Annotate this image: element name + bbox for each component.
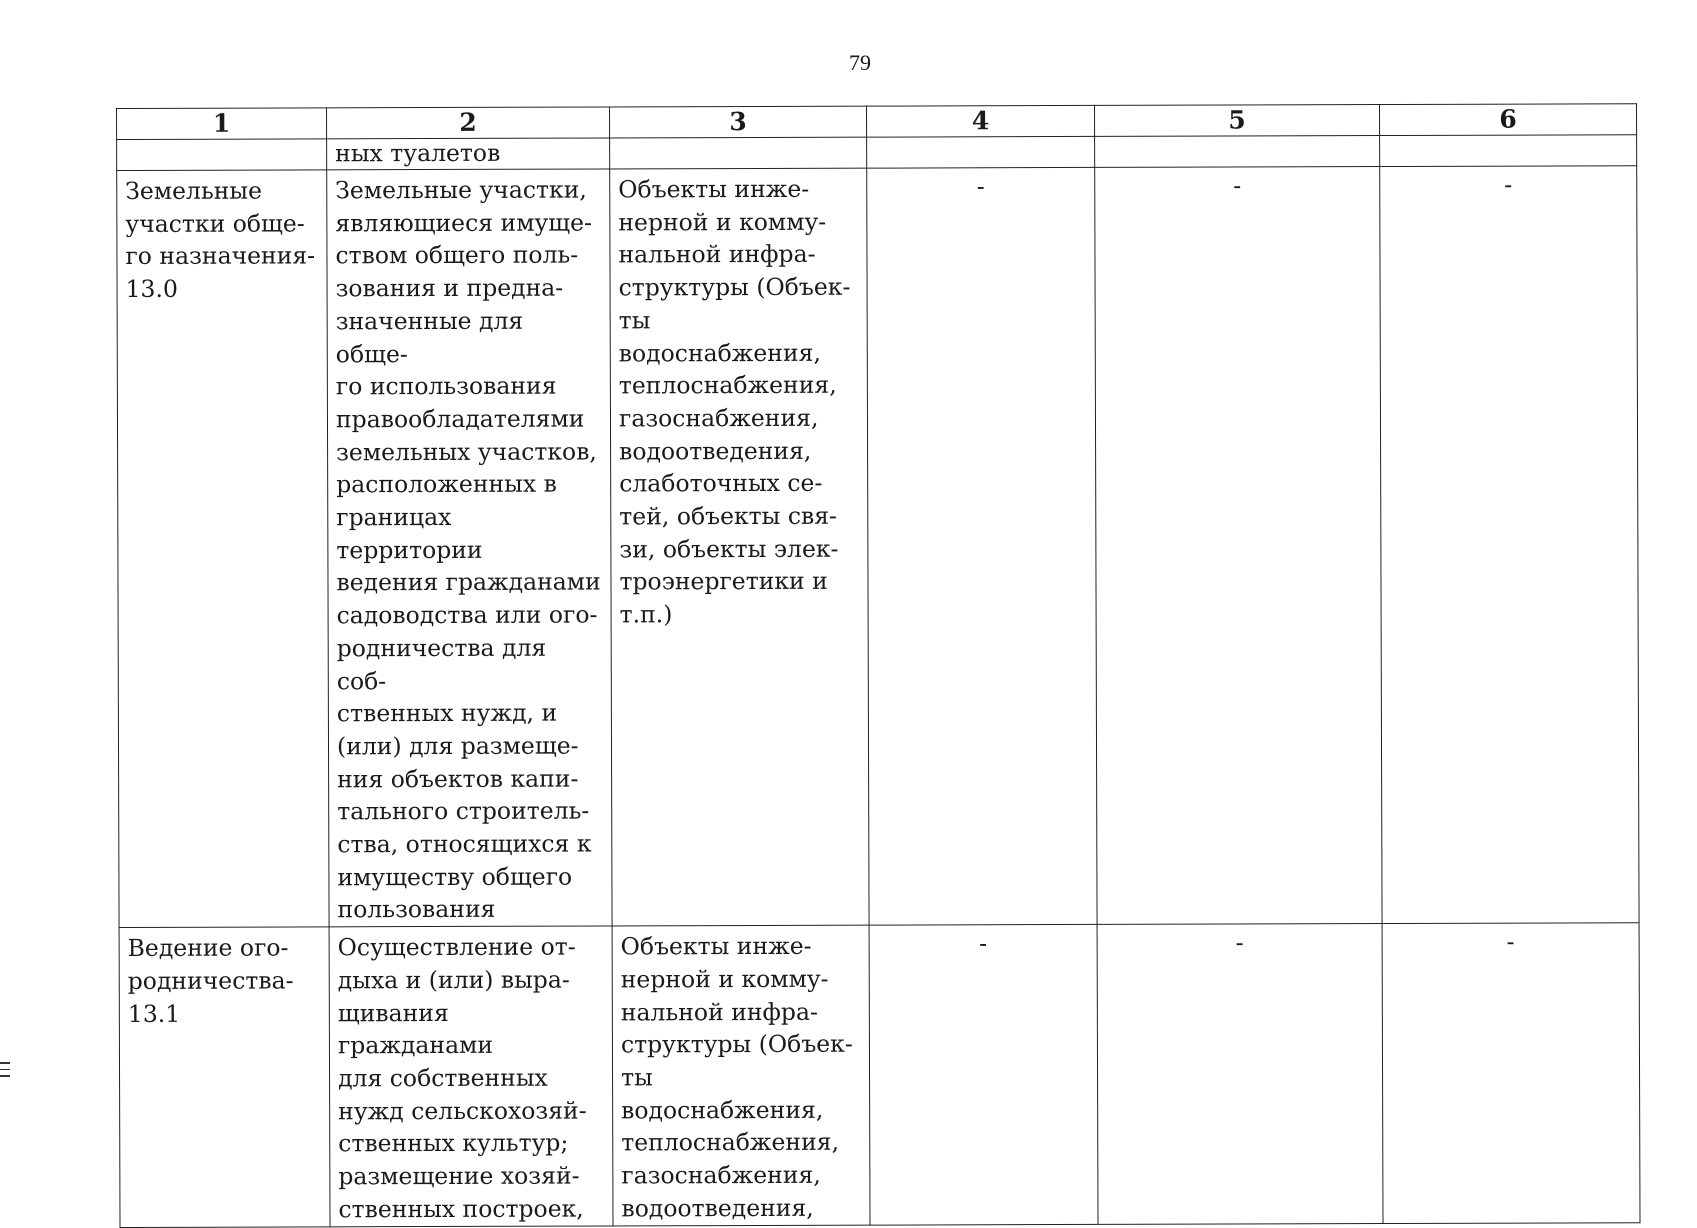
header-col-4: 4 — [866, 105, 1094, 137]
cell-empty — [117, 139, 327, 171]
use-type-text: Ведение ого- родничества- 13.1 — [127, 933, 294, 1028]
cell-empty — [867, 136, 1095, 168]
cell-col-6: - — [1380, 166, 1639, 924]
zoning-table — [116, 103, 1641, 1227]
description-text: Земельные участки, являющиеся имуще- ством общего поль- зования и предна- значенные для обще- го использования правообладателями земельных участков, расположенных в границах территории ведения гражданами садоводства или ого- родничества для соб- ственных нужд, и (или) для размеще- ния объектов капи- тального строитель- ства, относящихся к имуществу общего пользования — [335, 175, 601, 924]
margin-mark — [0, 1062, 10, 1082]
header-col-5: 5 — [1094, 105, 1379, 137]
header-col-1: 1 — [117, 108, 327, 140]
objects-text: Объекты инже- нерной и комму- нальной инфра- структуры (Объек- ты водоснабжения, теплоснабжения, газоснабжения, водоотведения, — [620, 931, 853, 1223]
table-row-continuation — [117, 135, 1637, 171]
cell-objects — [612, 925, 870, 1225]
cell-use-type — [117, 170, 329, 928]
cell-continuation-text: ных туалетов — [327, 138, 610, 170]
table-header-row — [117, 104, 1637, 140]
cell-col-4: - — [867, 167, 1097, 925]
cell-description — [327, 169, 612, 927]
cell-col-6: - — [1382, 923, 1640, 1223]
cell-empty — [1095, 136, 1380, 168]
page-number: 79 — [849, 50, 871, 75]
cell-empty — [610, 137, 867, 169]
cell-description — [329, 926, 613, 1226]
cell-col-4: - — [869, 925, 1098, 1225]
table-row — [117, 166, 1639, 928]
header-col-2: 2 — [327, 107, 610, 139]
cell-use-type — [119, 927, 330, 1227]
header-col-3: 3 — [609, 106, 866, 138]
cell-objects — [610, 168, 869, 926]
description-text: Осуществление от- дыха и (или) выра- щивания гражданами для собственных нужд сельскохозяй- ственных культур; размещение хозяй- ственных построек, — [337, 932, 587, 1224]
use-type-text: Земельные участки обще- го назначения- 13.0 — [125, 176, 316, 304]
objects-text: Объекты инже- нерной и комму- нальной инфра- структуры (Объек- ты водоснабжения, теплоснабжения, газоснабжения, водоотведения, слаботочных се- тей, объекты свя- зи, объекты элек- троэнергетики и т.п.) — [618, 174, 851, 629]
header-col-6: 6 — [1379, 104, 1636, 136]
cell-empty — [1380, 135, 1637, 167]
cell-col-5: - — [1097, 924, 1383, 1224]
cell-col-5: - — [1095, 167, 1382, 925]
table-row — [119, 923, 1640, 1227]
